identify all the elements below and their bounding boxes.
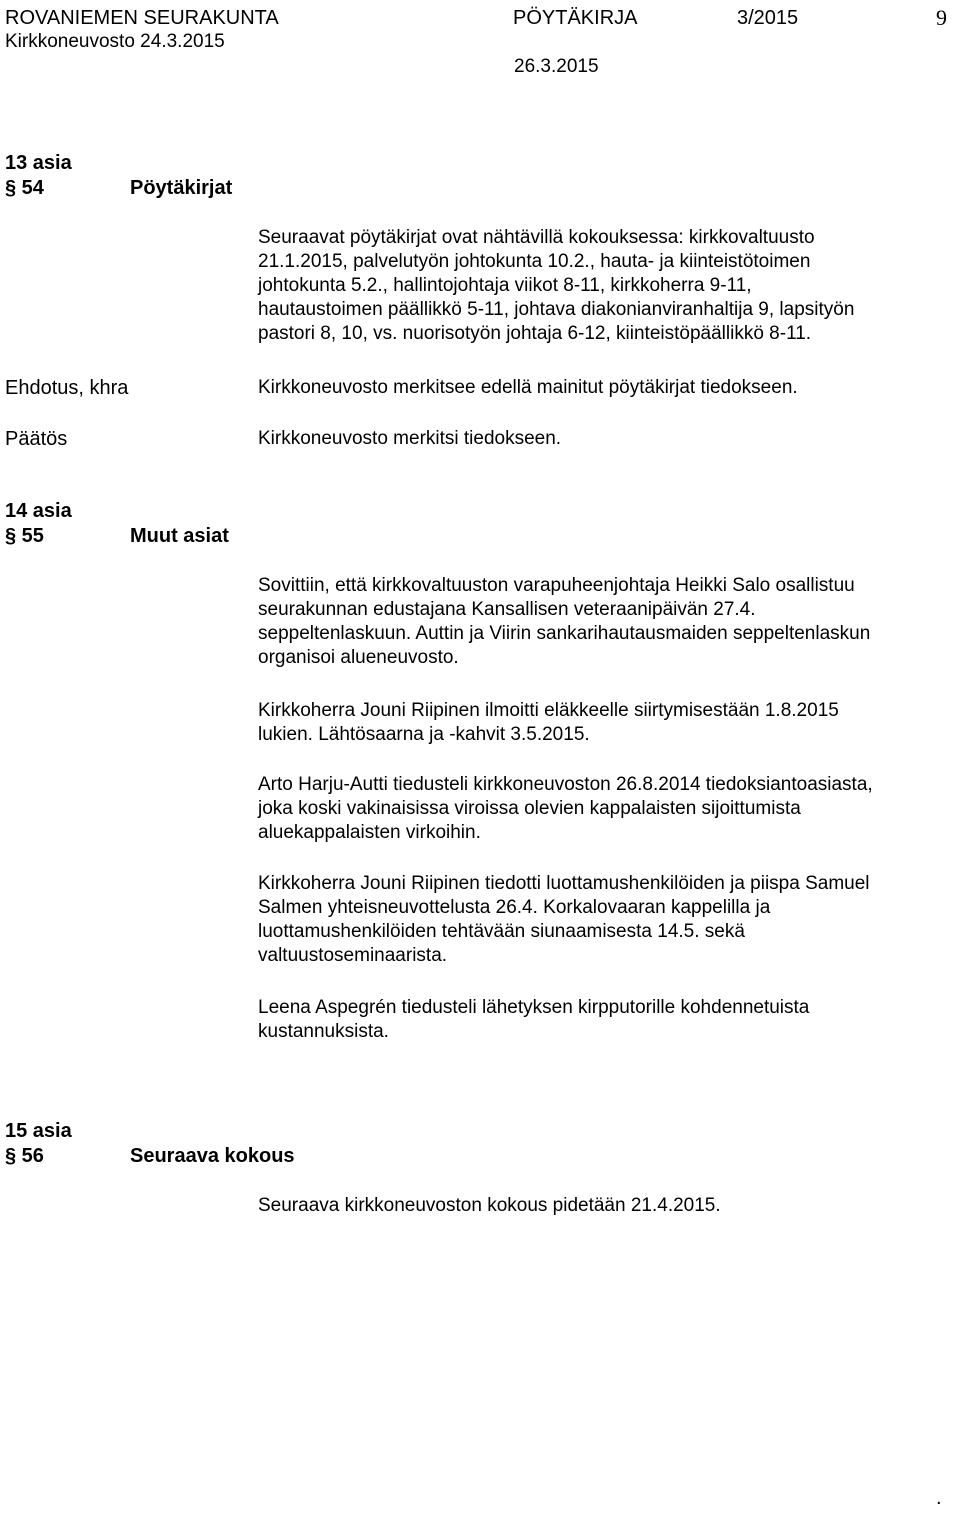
section-13-asia: 13 asia [5,152,72,174]
section-13-body: Seuraavat pöytäkirjat ovat nähtävillä kokouksessa: kirkkovaltuusto 21.1.2015, palvelutyön johtokunta 10.2., hauta- ja kiinteistötoimen johtokunta 5.2., hallintojohtaja viikot 8-11, kirkkoherra 9-11, hautaustoimen päällikkö 5-11, johtava diakonianviranhaltija 9, lapsityön pastori 8, 10, vs. nuorisotyön johtaja 6-12, kiinteistöpäällikkö 8-11. [258,227,855,344]
section-14-asia: 14 asia [5,500,72,522]
section-14-paragraph-5: Leena Aspegrén tiedusteli lähetyksen kirpputorille kohdennetuista kustannuksista. [258,997,810,1042]
section-14-paragraph-4: Kirkkoherra Jouni Riipinen tiedotti luottamushenkilöiden ja piispa Samuel Salmen yhteisneuvottelusta 26.4. Korkalovaaran kappelilla ja luottamushenkilöiden tehtävään siunaamisesta 14.5. sekä valtuustoseminaarista. [258,873,870,966]
decision-text: Kirkkoneuvosto merkitsi tiedokseen. [258,428,562,449]
decision-label: Päätös [5,428,68,450]
section-13-paragraph: § 54 [5,177,44,199]
section-15-title: Seuraava kokous [130,1145,295,1167]
document-number: 3/2015 [737,7,799,29]
organization-name: ROVANIEMEN SEURAKUNTA [5,7,279,29]
section-14-paragraph-2: Kirkkoherra Jouni Riipinen ilmoitti eläkkeelle siirtymisestään 1.8.2015 lukien. Lähtösaarna ja -kahvit 3.5.2015. [258,700,839,745]
section-15-paragraph: § 56 [5,1145,44,1167]
section-14-title: Muut asiat [130,525,229,547]
footer-mark: . [936,1487,942,1509]
section-14-paragraph-1: Sovittiin, että kirkkovaltuuston varapuheenjohtaja Heikki Salo osallistuu seurakunnan edustajana Kansallisen veteraanipäivän 27.4. seppeltenlaskuun. Auttin ja Viirin sankarihautausmaiden seppeltenlaskun organisoi alueneuvosto. [258,575,871,668]
proposal-text: Kirkkoneuvosto merkitsee edellä mainitut pöytäkirjat tiedokseen. [258,377,798,398]
section-15-asia: 15 asia [5,1120,72,1142]
section-14-paragraph-3: Arto Harju-Autti tiedusteli kirkkoneuvoston 26.8.2014 tiedoksiantoasiasta, joka koski vakinaisissa viroissa olevien kappalaisten sijoittumista aluekappalaisten virkoihin. [258,774,873,843]
meeting-name: Kirkkoneuvosto 24.3.2015 [5,31,225,52]
section-15-body: Seuraava kirkkoneuvoston kokous pidetään 21.4.2015. [258,1195,721,1216]
document-type: PÖYTÄKIRJA [513,7,638,29]
document-date: 26.3.2015 [514,56,599,77]
proposal-label: Ehdotus, khra [5,377,129,399]
section-13-title: Pöytäkirjat [130,177,233,199]
page-number: 9 [936,5,947,30]
section-14-paragraph: § 55 [5,525,44,547]
